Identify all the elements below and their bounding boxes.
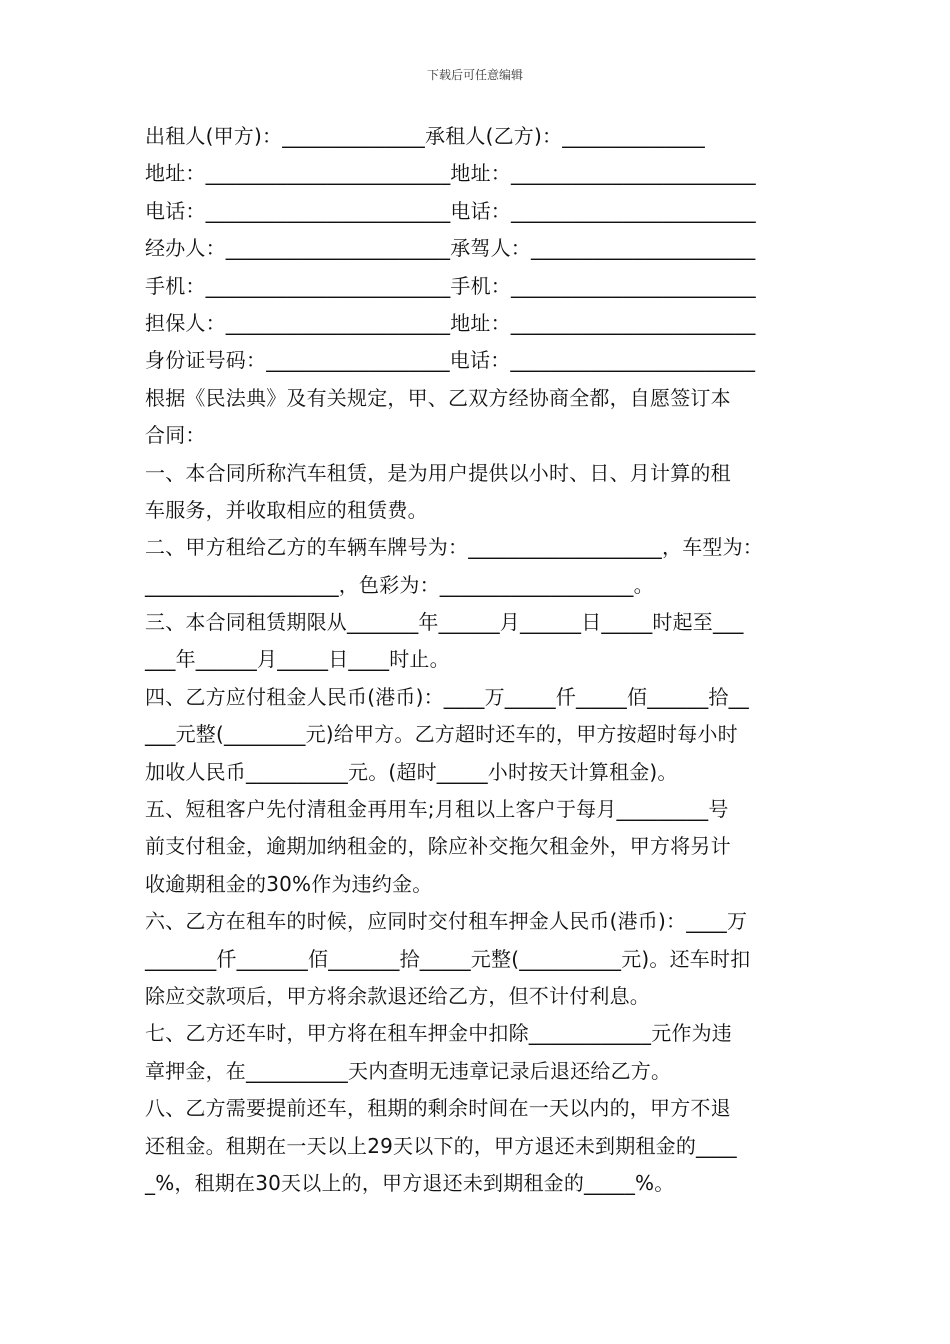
clause-6-line-1: 六、乙方在租车的时候，应同时交付租车押金人民币(港币)：____万 (145, 909, 748, 934)
header-note: 下载后可任意编辑 (426, 68, 523, 82)
clause-4-line-1: 四、乙方应付租金人民币(港币)：____万_____仟_____佰______拾__ (145, 684, 750, 709)
clause-8-line-2: 还租金。租期在一天以上29天以下的，甲方退还未到期租金的____ (145, 1133, 737, 1158)
preamble-line-1: 根据《民法典》及有关规定，甲、乙双方经协商全都，自愿签订本 (145, 385, 731, 410)
mobile-line: 手机：________________________手机：________________________ (145, 273, 756, 298)
contract-body (145, 118, 825, 1202)
clause-7-line-1: 七、乙方还车时，甲方将在租车押金中扣除____________元作为违 (145, 1021, 732, 1046)
address-line: 地址：________________________地址：________________________ (145, 161, 756, 186)
preamble-line-2: 合同： (145, 423, 206, 448)
guarantor-address-line: 担保人：______________________地址：________________________ (145, 310, 756, 335)
clause-4-line-3: 加收人民币__________元。(超时_____小时按天计算租金)。 (145, 759, 678, 784)
clause-1-line-1: 一、本合同所称汽车租赁，是为用户提供以小时、日、月计算的租 (145, 460, 731, 485)
clause-7-line-2: 章押金，在__________天内查明无违章记录后退还给乙方。 (145, 1058, 672, 1083)
handler-driver-line: 经办人：______________________承驾人：______________________ (145, 236, 756, 261)
clause-8-line-1: 八、乙方需要提前还车，租期的剩余时间在一天以内的，甲方不退 (145, 1096, 731, 1121)
clause-3-line-2: ___年______月_____日____时止。 (145, 647, 450, 672)
clause-2-line-2: ___________________，色彩为：___________________。 (145, 572, 654, 597)
clause-5-line-2: 前支付租金，逾期加纳租金的，除应补交拖欠租金外，甲方将另计 (145, 834, 731, 859)
clause-6-line-2: _______仟_______佰_______拾_____元整(__________元)。还车时扣 (145, 946, 751, 971)
clause-5-line-1: 五、短租客户先付清租金再用车;月租以上客户于每月_________号 (145, 797, 729, 822)
clause-8-line-3: _%，租期在30天以上的，甲方退还未到期租金的_____%。 (145, 1170, 675, 1195)
clause-5-line-3: 收逾期租金的30%作为违约金。 (145, 871, 433, 896)
party-lessor-lessee-line: 出租人(甲方)：______________承租人(乙方)：______________ (145, 124, 706, 148)
clause-3-line-1: 三、本合同租赁期限从_______年______月______日_____时起至___ (145, 610, 744, 635)
id-number-phone-line: 身份证号码：__________________电话：________________________ (145, 348, 756, 373)
clause-4-line-2: ___元整(________元)给甲方。乙方超时还车的，甲方按超时每小时 (145, 722, 738, 747)
phone-line: 电话：________________________电话：________________________ (145, 198, 756, 223)
clause-1-line-2: 车服务，并收取相应的租赁费。 (145, 497, 428, 522)
clause-6-line-3: 除应交款项后，甲方将余款退还给乙方，但不计付利息。 (145, 983, 650, 1008)
clause-2-line-1: 二、甲方租给乙方的车辆车牌号为：___________________，车型为： (145, 535, 763, 560)
